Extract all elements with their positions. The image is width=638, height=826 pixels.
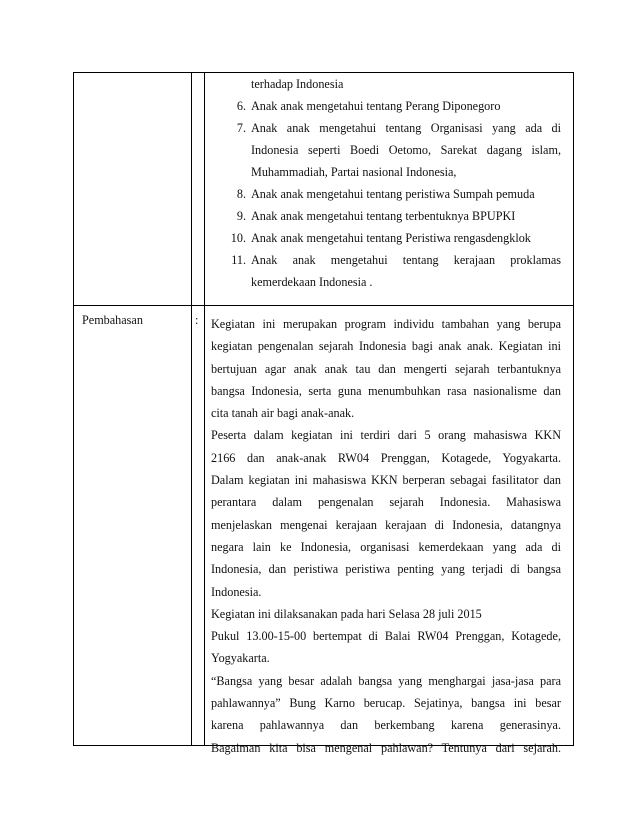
list-item	[231, 205, 561, 227]
list-item-number: 7.	[236, 121, 246, 135]
objectives-list	[231, 73, 561, 293]
paragraph-line: cita tanah air bagi anak-anak.	[211, 406, 355, 421]
paragraph-line: Dalam kegiatan ini mahasiswa KKN berperan sebagai fasilitator dan	[211, 473, 561, 488]
paragraph-line: Kegiatan ini dilaksanakan pada hari Selasa 28 juli 2015	[211, 606, 482, 621]
list-item	[231, 95, 561, 117]
list-item-text: Anak anak mengetahui tentang peristiwa Sumpah pemuda	[251, 187, 535, 201]
list-item	[231, 183, 561, 205]
list-item-number: 8.	[236, 187, 246, 201]
list-item	[231, 249, 561, 293]
paragraph-line: Kegiatan ini merupakan program individu tambahan yang berupa	[211, 317, 561, 331]
paragraph-line: Pukul 13.00-15-00 bertempat di Balai RW04 Prenggan, Kotagede,	[211, 629, 561, 644]
paragraph-line: “Bangsa yang besar adalah bangsa yang menghargai jasa-jasa para	[211, 673, 561, 688]
list-item-text: terhadap Indonesia	[251, 77, 344, 91]
paragraph-line: perantara dalam pengenalan sejarah Indonesia. Mahasiswa	[211, 495, 561, 510]
paragraph-line: menjelaskan mengenai kerajaan kerajaan di Indonesia, datangnya	[211, 517, 561, 532]
paragraph-line: karena pahlawannya dan berkembang karena generasinya.	[211, 718, 561, 733]
list-item-number: 6.	[236, 99, 246, 113]
paragraph-line: Indonesia.	[211, 584, 262, 599]
list-item-text: Anak anak mengetahui tentang Peristiwa rengasdengklok	[251, 231, 531, 245]
list-item-text: Muhammadiah, Partai nasional Indonesia,	[251, 165, 457, 179]
list-item-text: kemerdekaan Indonesia .	[251, 275, 373, 289]
paragraph-line: Peserta dalam kegiatan ini terdiri dari 5 orang mahasiswa KKN	[211, 428, 561, 443]
pembahasan-label: Pembahasan	[82, 313, 143, 327]
list-item	[231, 73, 561, 95]
list-item-text: Anak anak mengetahui tentang Organisasi yang ada di	[251, 121, 561, 135]
paragraph-line: bertujuan agar anak anak tau dan mengerti sejarah terbantuknya	[211, 361, 561, 376]
list-item-number: 9.	[236, 209, 246, 223]
paragraph-line: negara lain ke Indonesia, organisasi kemerdekaan yang ada di	[211, 539, 561, 554]
column-divider-2	[204, 73, 205, 745]
list-item	[231, 227, 561, 249]
paragraph-line: kegiatan pengenalan sejarah Indonesia bagi anak anak. Kegiatan ini	[211, 339, 561, 354]
list-item-text: Anak anak mengetahui tentang Perang Diponegoro	[251, 99, 501, 113]
paragraph-line: pahlawannya” Bung Karno berucap. Sejatinya, bangsa ini besar	[211, 696, 561, 711]
paragraph-line: Indonesia, dan peristiwa peristiwa penting yang terjadi di bangsa	[211, 562, 561, 577]
pembahasan-colon: :	[195, 313, 199, 327]
row-divider	[74, 305, 573, 306]
list-item-text: Indonesia seperti Boedi Oetomo, Sarekat dagang islam,	[251, 143, 561, 157]
paragraph-line: Bagaiman kita bisa mengenal pahlawan? Tentunya dari sejarah.	[211, 740, 561, 755]
list-item-text: Anak anak mengetahui tentang terbentuknya BPUPKI	[251, 209, 516, 223]
list-item	[231, 117, 561, 183]
list-item-number: 10.	[230, 231, 246, 245]
paragraph-line: 2166 dan anak-anak RW04 Prenggan, Kotagede, Yogyakarta.	[211, 450, 561, 465]
activity-table	[73, 72, 574, 755]
pembahasan-body	[211, 313, 561, 759]
list-item-number: 11.	[231, 253, 246, 267]
paragraph-line: bangsa Indonesia, serta guna menumbuhkan rasa nasionalisme dan	[211, 383, 561, 398]
list-item-text: Anak anak mengetahui tentang kerajaan proklamas	[251, 253, 561, 267]
paragraph-line: Yogyakarta.	[211, 651, 270, 666]
column-divider-1	[191, 73, 192, 745]
